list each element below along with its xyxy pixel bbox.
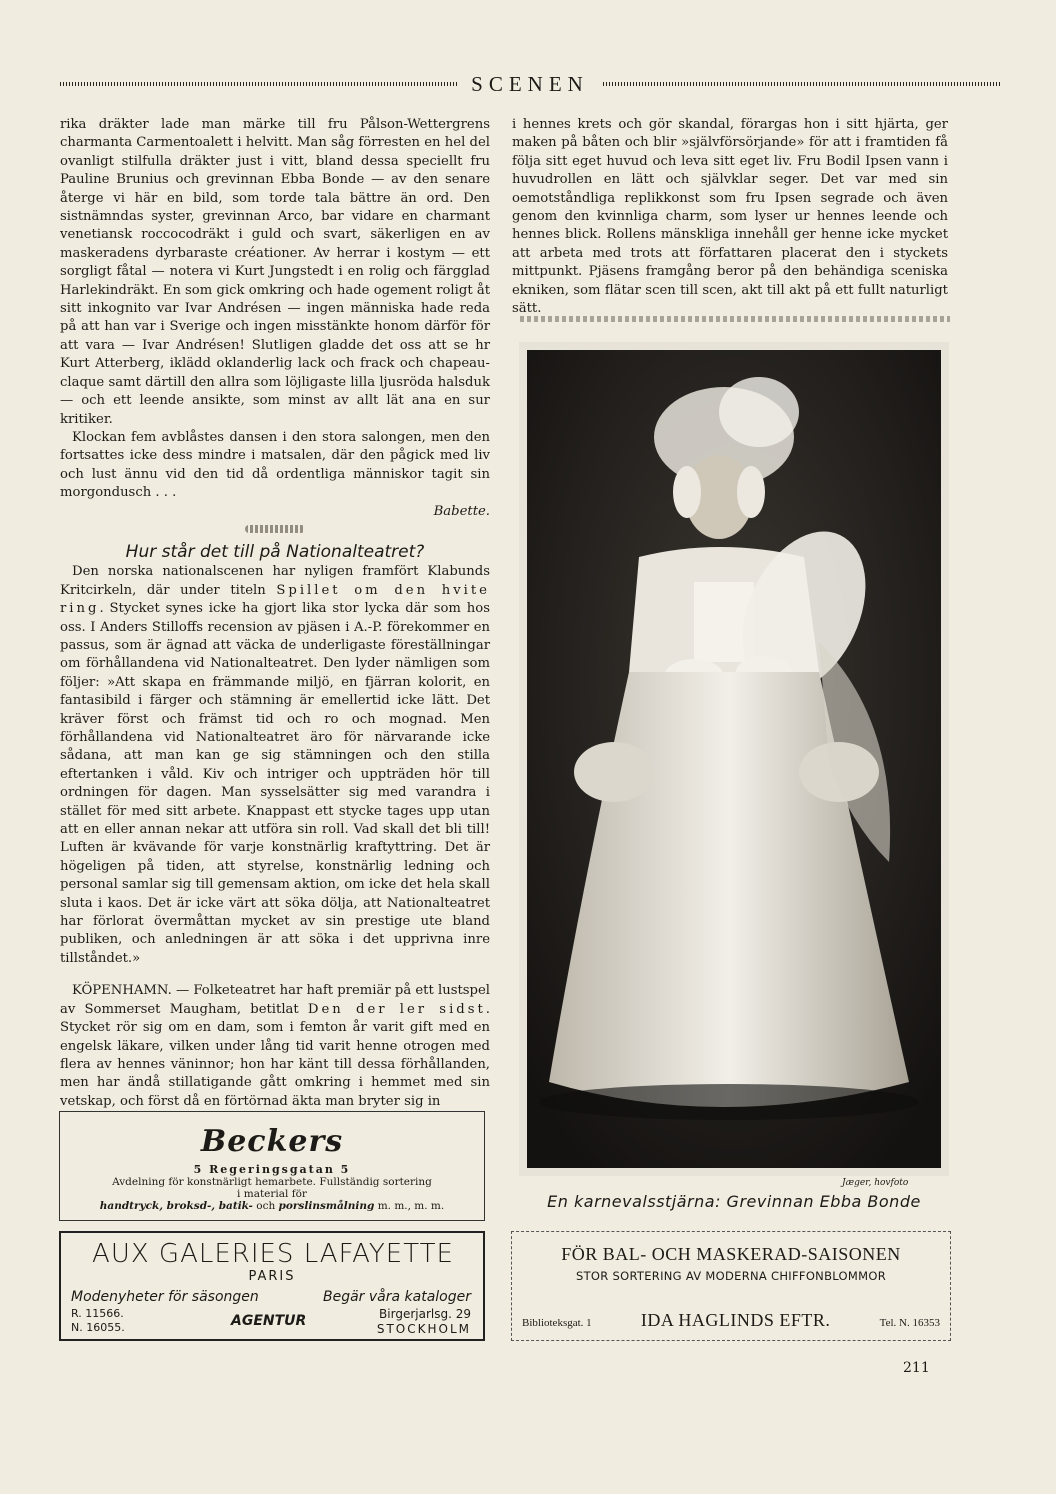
author-signature: Babette.: [433, 503, 490, 519]
ad-footer-row: [522, 1310, 940, 1331]
store-name: IDA HAGLINDS EFTR.: [640, 1310, 831, 1330]
article-paragraph: i hennes krets och gör skandal, förargas hon i sitt hjärta, ger maken på båten och blir »självförsörjande» för att i framtiden få följa sitt eget huvud och leva sitt eget liv. Fru Bodil Ipsen vann i huvudrollen en lätt och självklar seger. Det var med sin oemotståndliga replikkonst som fru Ipsen segrade och även genom den kvinnliga charm, som lyser ur hennes leende och hennes blick. Rollens mänskliga innehåll ger henne icke mycket att arbeta med trots att författaren placerat den i styckets mittpunkt. Pjäsens framgång beror på den behändiga sceniska ekniken, som flätar scen till scen, akt till akt på ett fullt naturligt sätt.: [512, 117, 948, 317]
ad-text-line: i material för: [237, 1188, 307, 1200]
ad-text-line: Avdelning för konstnärligt hemarbete. Fullständig sortering: [112, 1176, 432, 1188]
article-title: Hur står det till på Nationalteatret?: [125, 541, 425, 562]
ad-phone: Tel. N. 16353: [879, 1317, 940, 1329]
play-title: Spillet om den hvite ring: [60, 582, 490, 617]
ad-subheadline: STOR SORTERING AV MODERNA CHIFFONBLOMMOR: [575, 1269, 886, 1283]
advertisement-lafayette: [59, 1231, 485, 1341]
ad-agent-label: AGENTUR: [231, 1313, 307, 1329]
ad-tagline: Begär våra kataloger: [322, 1289, 471, 1305]
store-city: PARIS: [248, 1269, 296, 1284]
store-name: AUX GALERIES LAFAYETTE: [92, 1239, 454, 1269]
signature-line: [60, 503, 490, 521]
beckers-logo: Beckers: [200, 1124, 344, 1159]
ad-phone: R. 11566.: [71, 1307, 124, 1320]
left-column: [60, 116, 490, 1111]
ad-street: Birgerjarlsg. 29: [379, 1307, 471, 1321]
portrait-photo: [519, 342, 949, 1176]
article-paragraph: Den norska nationalscenen har nyligen framfört Klabunds Kritcirkeln, där under titeln Spillet om den hvite ring. Stycket synes icke ha gjort lika stor lycka där som hos oss. I Anders Stilloffs recension av pjäsen i A.-P. förekommer en passus, som är ägnad att väcka de underligaste föreställningar om förhållandena vid Nationalteatret. Den lyder nämligen som följer: »Att skapa en främmande miljö, en fjärran kolorit, en fantasibild i färger och stämning är emellertid icke lätt. Det kräver först och främst tid och ro och mognad. Men förhållandena vid Nationalteatret äro för närvarande icke sådana, att man kan ge sig stämningen och den stilla eftertanken i våld. Kiv och intriger och uppträden hör till ordningen för dagen. Man sysselsätter sig med varandra i stället för med sitt arbete. Knappast ett stycke tages upp utan att en eller annan nekar att utföra sin roll. Vad skall det bli till! Luften är kvävande för varje konstnärlig kraftyttring. Det är högeligen på tiden, att styrelse, konstnärlig ledning och personal samlar sig till gemensam aktion, om icke det hela skall sluta i kaos. Det är icke värt att söka dölja, att Nationalteatret har förlorat övermåttan mycket av sin prestige ute bland publiken, och anledningen är att söka i det upprivna inre tillståndet.»: [60, 564, 490, 966]
play-title: Den der ler sidst: [307, 1001, 486, 1017]
ad-phone: N. 16055.: [71, 1321, 125, 1334]
ad-text-line: handtryck, broksd-, batik- och porslinsmålning m. m., m. m.: [99, 1200, 445, 1212]
photo-illustration: [519, 342, 949, 1176]
ad-address: Biblioteksgat. 1: [522, 1317, 592, 1329]
ad-address: 5 Regeringsgatan 5: [193, 1163, 351, 1176]
header-rule-left: [60, 82, 457, 86]
article-paragraph: KÖPENHAMN. — Folketeatret har haft premiär på ett lustspel av Sommerset Maugham, betitlat Den der ler sidst. Stycket rör sig om en dam, som i femton år varit gift med en engelsk läkare, vilken under lång tid varit henne otrogen med flera av hennes väninnor; hon har känt till dessa förhållanden, men har ändå stillatigande gått omkring i hemmet med sin vetskap, och först då en förtörnad äkta man bryter sig in: [60, 983, 490, 1109]
section-heading: SCENEN: [471, 71, 589, 96]
right-column: [512, 116, 948, 318]
ad-city: STOCKHOLM: [376, 1322, 471, 1336]
divider-wave: [520, 316, 950, 322]
page-header: [60, 70, 1000, 98]
ad-tagline: Modenyheter för säsongen: [71, 1289, 259, 1305]
article-paragraph: Klockan fem avblåstes dansen i den stora salongen, men den fortsattes icke dess mindre i matsalen, där den pågick med liv och lust ännu vid den tid då ordentliga människor tagit sin morgondusch . . .: [60, 429, 490, 501]
header-rule-right: [603, 82, 1000, 86]
page-number: 211: [903, 1360, 930, 1376]
ad-headline: FÖR BAL- OCH MASKERAD-SAISONEN: [561, 1244, 901, 1264]
photo-credit: Jæger, hovfoto: [842, 1178, 909, 1188]
divider-ornament: [245, 525, 305, 533]
advertisement-haglind: [511, 1231, 951, 1341]
advertisement-beckers: [59, 1111, 485, 1221]
photo-caption: En karnevalsstjärna: Grevinnan Ebba Bonde: [547, 1192, 921, 1211]
article-paragraph: rika dräkter lade man märke till fru Pålson-Wettergrens charmanta Carmentoalett i helvitt. Man såg förresten en hel del ovanligt stilfulla dräkter just i vitt, bland dessa speciellt fru Pauline Brunius och grevinnan Ebba Bonde — av den senare återge vi här en bild, som torde tala bättre än ord. Den sistnämndas syster, grevinnan Arco, bar vidare en charmant venetiansk roccocodräkt i guld och svart, säkerligen en av maskeradens dyrbaraste créationer. Av herrar i kostym — ett sorgligt fåtal — notera vi Kurt Jungstedt i en rolig och färgglad Harlekindräkt. En som gick omkring och hade ogement roligt åt sitt inkognito var Ivar Andrésen — ingen människa hade reda på att han var i Sverige och ingen misstänkte honom därför för att vara — Ivar Andrésen! Slutligen gladde det oss att se hr Kurt Atterberg, iklädd oklanderlig lack och frack och chapeau-claque samt därtill den allra som löjligaste lilla ljusröda halsduk — och ett leende ansikte, som minst av allt lät ana en sur kritiker.: [60, 117, 490, 427]
